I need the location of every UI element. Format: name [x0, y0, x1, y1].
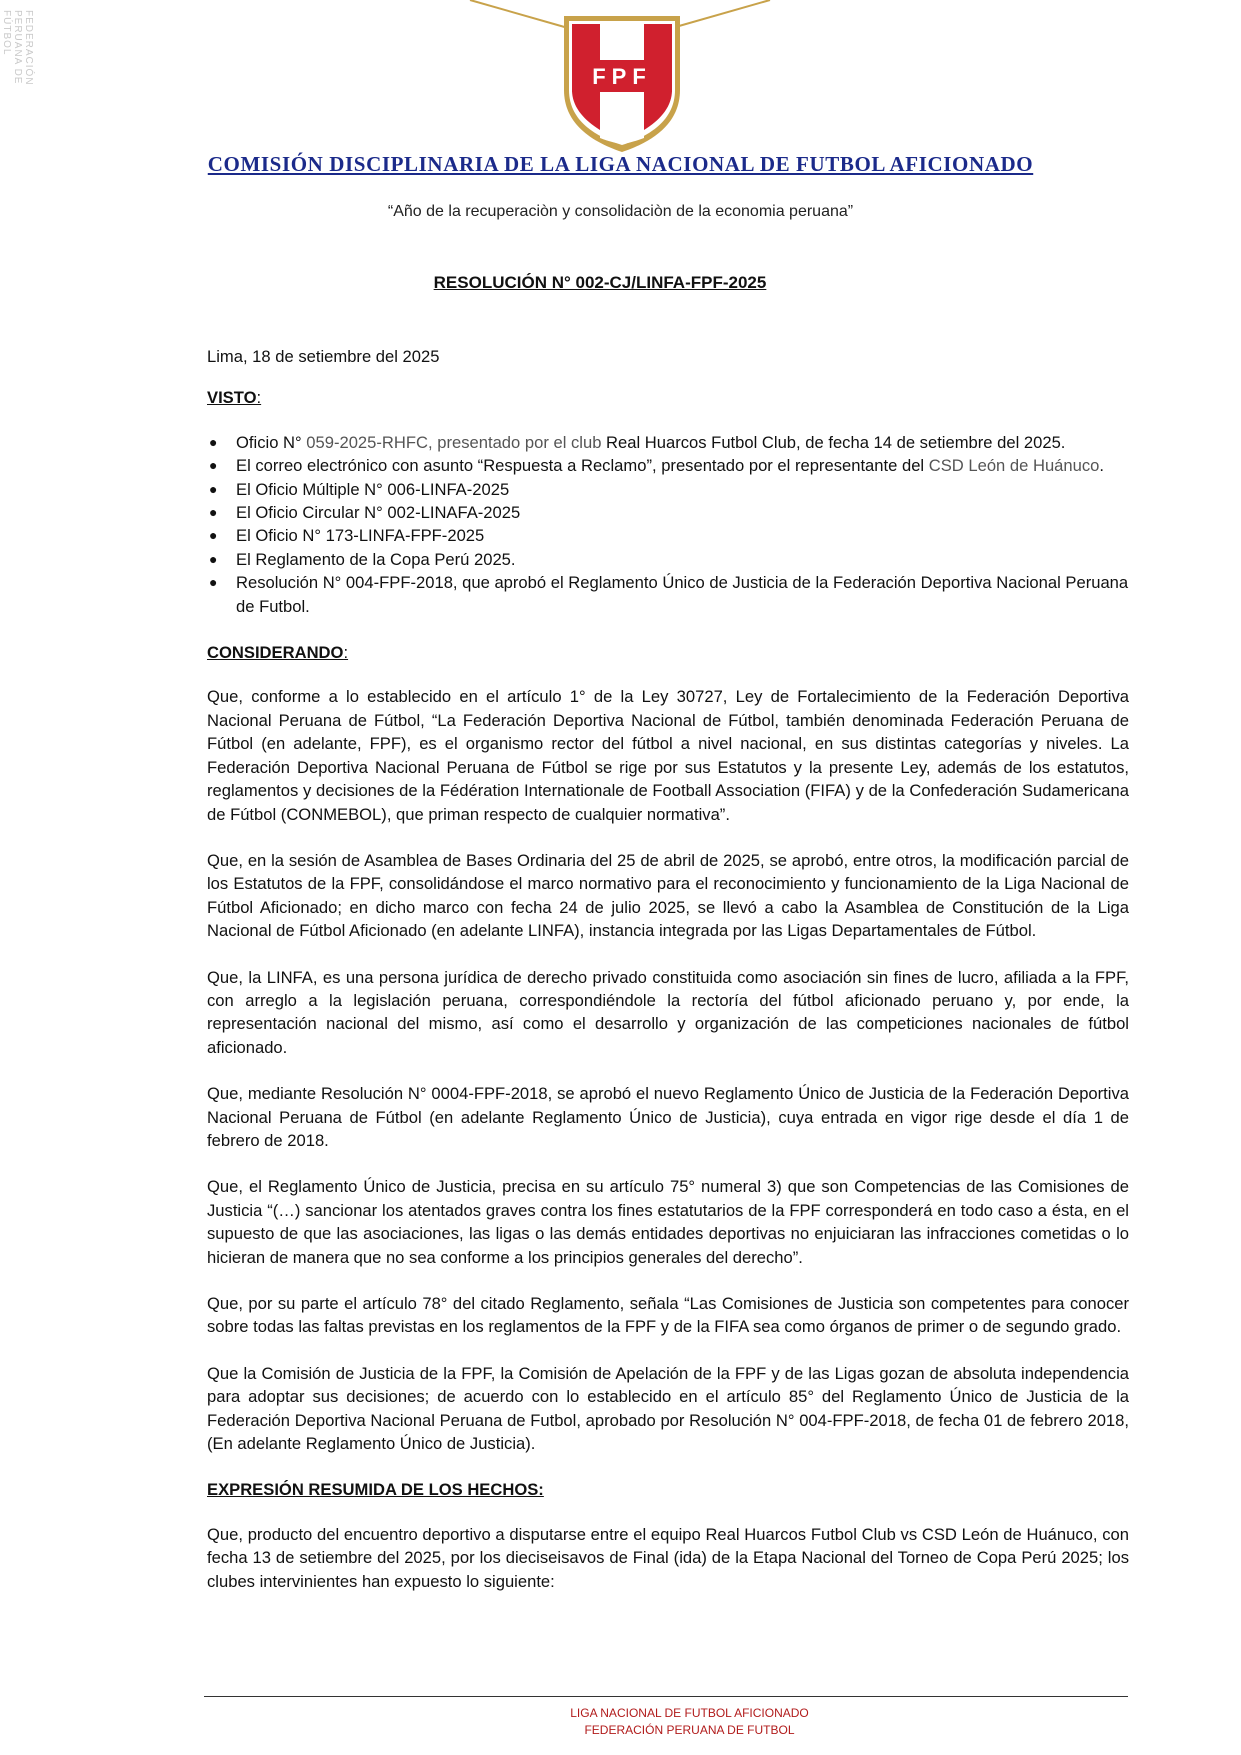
bullet-icon: ● — [209, 550, 218, 567]
paragraph: Que, el Reglamento Único de Justicia, precisa en su artículo 75° numeral 3) que son Competencias de las Comisiones de Justicia “(…) sancionar los atentados graves contra los fines estatutarios de la FPF corresponderá en todo caso a ésta, en el supuesto de que las asociaciones, las ligas o las demás entidades deportivas no enjuiciaran las infracciones cometidas o lo hicieran de manera que no sea conforme a los principios generales del derecho”. — [207, 1177, 1129, 1267]
visto-item — [207, 524, 1129, 547]
side-watermark: FEDERACIÓN PERUANA DE FÚTBOL — [1, 10, 34, 86]
visto-item-text: Resolución N° 004-FPF-2018, que aprobó el Reglamento Único de Justicia de la Federación Deportiva Nacional Peruana de Futbol. — [236, 573, 1129, 616]
paragraph: Que, mediante Resolución N° 0004-FPF-2018, se aprobó el nuevo Reglamento Único de Justicia de la Federación Deportiva Nacional Peruana de Fútbol (en adelante Reglamento Único de Justicia), cuya entrada en vigor rige desde el día 1 de febrero de 2018. — [207, 1084, 1129, 1150]
bullet-icon: ● — [209, 480, 218, 497]
fpf-crest-logo — [560, 12, 684, 154]
bullet-icon: ● — [209, 457, 218, 474]
visto-item — [207, 478, 1129, 501]
bullet-icon: ● — [209, 574, 218, 591]
visto-item-text: El Oficio Múltiple N° 006-LINFA-2025 — [236, 479, 510, 499]
bullet-icon: ● — [209, 527, 218, 544]
visto-item-text: El Reglamento de la Copa Perú 2025. — [236, 549, 516, 569]
paragraph: Que, conforme a lo establecido en el artículo 1° de la Ley 30727, Ley de Fortalecimiento de la Federación Deportiva Nacional Peruana de Fútbol, “La Federación Deportiva Nacional de Fútbol, también denominada Federación Peruana de Fútbol (en adelante, FPF), es el organismo rector del fútbol a nivel nacional, en sus distintas categorías y niveles. La Federación Deportiva Nacional Peruana de Fútbol se rige por sus Estatutos y la presente Ley, además de los estatutos, reglamentos y decisiones de la Fédération Internationale de Football Association (FIFA) y de la Confederación Sudamericana de Fútbol (CONMEBOL), que priman respecto de cualquier normativa”. — [207, 687, 1129, 824]
paragraph: Que la Comisión de Justicia de la FPF, la Comisión de Apelación de la FPF y de las Ligas gozan de absoluta independencia para adoptar sus decisiones; de acuerdo con lo establecido en el artículo 85° del Reglamento Único de Justicia de la Federación Deportiva Nacional Peruana de Futbol, aprobado por Resolución N° 004-FPF-2018, de fecha 01 de febrero 2018, (En adelante Reglamento Único de Justicia). — [207, 1363, 1129, 1454]
visto-item — [207, 501, 1129, 524]
visto-item — [207, 431, 1129, 454]
visto-item — [207, 548, 1129, 571]
footer-line-2: FEDERACIÓN PERUANA DE FUTBOL — [584, 1723, 795, 1737]
resolution-title: RESOLUCIÓN N° 002-CJ/LINFA-FPF-2025 — [433, 273, 767, 292]
footer — [0, 1705, 1241, 1739]
visto-item — [207, 454, 1129, 477]
bullet-icon: ● — [209, 433, 218, 450]
visto-item-text: Oficio N° — [236, 432, 307, 452]
visto-item — [207, 571, 1129, 618]
paragraph: Que, producto del encuentro deportivo a disputarse entre el equipo Real Huarcos Futbol Club vs CSD León de Huánuco, con fecha 13 de setiembre del 2025, por los dieciseisavos de Final (ida) de la Etapa Nacional del Torneo de Copa Perú 2025; los clubes intervinientes han expuesto lo siguiente: — [207, 1524, 1129, 1591]
paragraph: Que, por su parte el artículo 78° del citado Reglamento, señala “Las Comisiones de Justicia son competentes para conocer sobre todas las faltas previstas en los reglamentos de la FPF y de la FIFA sea como órganos de primer o de segundo grado. — [207, 1294, 1129, 1337]
considerando-heading: CONSIDERANDO: — [207, 643, 349, 663]
date-line: Lima, 18 de setiembre del 2025 — [207, 347, 440, 366]
commission-title: COMISIÓN DISCIPLINARIA DE LA LIGA NACIONAL DE FUTBOL AFICIONADO — [207, 152, 1034, 176]
year-motto: “Año de la recuperaciòn y consolidaciòn de la economia peruana” — [387, 203, 854, 220]
visto-item-text: El correo electrónico con asunto “Respuesta a Reclamo”, presentado por el representante del — [236, 456, 929, 476]
considerando-section — [207, 685, 1129, 1455]
visto-item-text: . — [1099, 456, 1105, 476]
paragraph: Que, la LINFA, es una persona jurídica de derecho privado constituida como asociación sin fines de lucro, afiliada a la FPF, con arreglo a la legislación peruana, correspondiéndole la rectoría del fútbol aficionado peruano y, por ende, la representación nacional del mismo, así como el desarrollo y organización de las competiciones nacionales de fútbol aficionado. — [207, 967, 1129, 1057]
visto-item-text: Real Huarcos Futbol Club, de fecha 14 de setiembre del 2025. — [606, 432, 1066, 452]
hechos-section — [207, 1523, 1129, 1593]
document-body — [207, 345, 1129, 1616]
paragraph: Que, en la sesión de Asamblea de Bases Ordinaria del 25 de abril de 2025, se aprobó, entre otros, la modificación parcial de los Estatutos de la FPF, consolidándose el marco normativo para el reconocimiento y funcionamiento de la Liga Nacional de Fútbol Aficionado; en dicho marco con fecha 24 de julio 2025, se llevó a cabo la Asamblea de Constitución de la Liga Nacional de Fútbol Aficionado (en adelante LINFA), instancia integrada por las Ligas Departamentales de Fútbol. — [207, 850, 1129, 941]
footer-line-1: LIGA NACIONAL DE FUTBOL AFICIONADO — [570, 1706, 809, 1720]
hechos-heading: EXPRESIÓN RESUMIDA DE LOS HECHOS: — [207, 1480, 544, 1500]
visto-item-text: El Oficio Circular N° 002-LINAFA-2025 — [236, 503, 521, 523]
crest-text: FPF — [592, 64, 652, 89]
bullet-icon: ● — [209, 504, 218, 521]
visto-item-text: El Oficio N° 173-LINFA-FPF-2025 — [236, 526, 485, 546]
footer-divider — [204, 1696, 1128, 1697]
visto-item-text: 059-2025-RHFC, presentado por el club — [306, 432, 607, 452]
visto-heading: VISTO: — [207, 388, 262, 408]
visto-item-text: CSD León de Huánuco — [928, 456, 1100, 476]
visto-list — [207, 431, 1129, 618]
